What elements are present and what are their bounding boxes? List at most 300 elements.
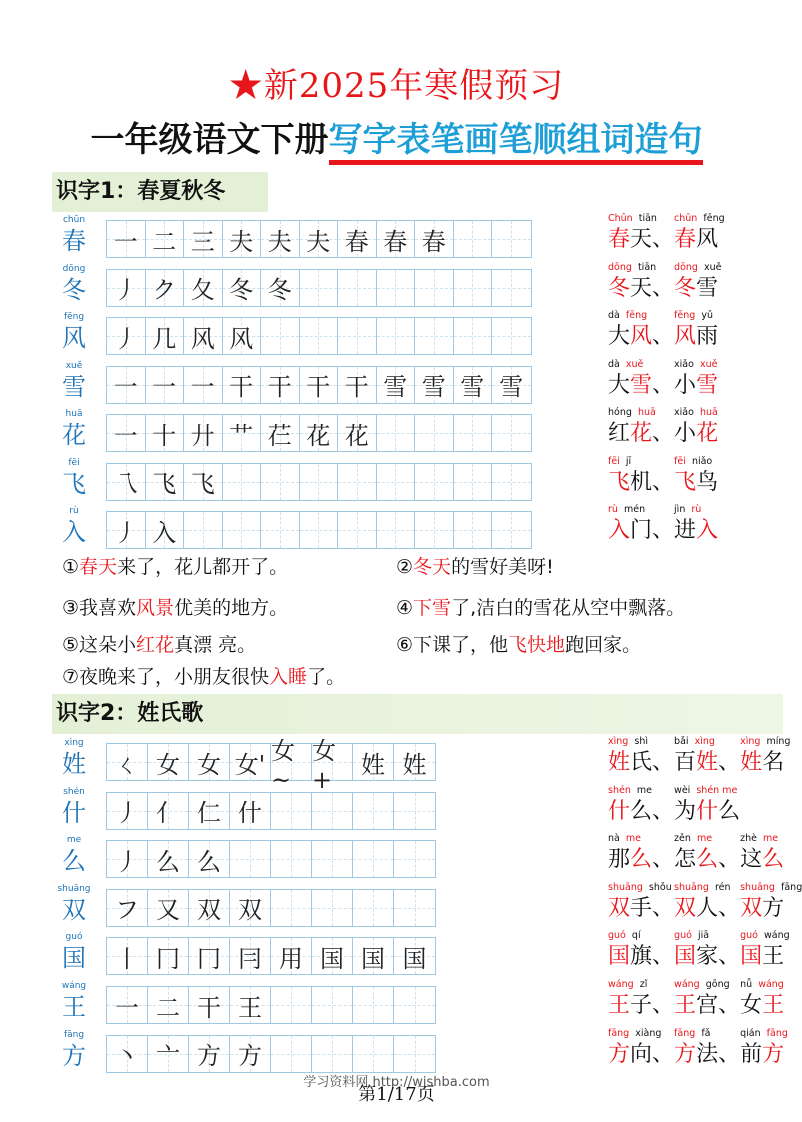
stroke-step: 什 (238, 799, 262, 828)
stroke-step: 亻 (156, 799, 180, 828)
stroke-step: 花 (344, 421, 369, 450)
word-pinyin-1: dōng (674, 261, 698, 273)
word-char-a: 这 (740, 847, 763, 873)
stroke-grid (106, 1035, 436, 1073)
stroke-step: 芢 (267, 421, 292, 450)
word-hanzi (674, 749, 740, 777)
stroke-step: 一 (113, 227, 138, 256)
word-hanzi (608, 943, 674, 971)
word-item (608, 503, 674, 545)
stroke-cell (338, 512, 377, 548)
word-pinyin-2: huā (700, 407, 718, 418)
stroke-cell (146, 270, 185, 306)
stroke-step: 双 (197, 896, 221, 925)
subtitle-part-a: 一年级语文下册 (90, 120, 329, 160)
word-pinyin-1: qián (740, 1027, 761, 1039)
stroke-cell (107, 987, 148, 1023)
word-pinyin-1: shuāng (740, 881, 775, 893)
stroke-cell (184, 464, 223, 500)
word-pinyin-2: fāng (781, 881, 802, 893)
word-pinyin-2: wáng (758, 979, 784, 990)
char-head (56, 1029, 92, 1071)
word-char-b: 风 (696, 227, 719, 252)
stroke-cell (300, 221, 339, 257)
word-pinyin-2: shǒu (648, 881, 672, 893)
word-char-b: 子 (630, 993, 653, 1018)
word-hanzi (608, 846, 674, 874)
word-separator: 、 (718, 944, 741, 970)
stroke-cell (415, 318, 454, 354)
stroke-cell (338, 367, 377, 403)
char-pinyin: shén (63, 786, 85, 797)
word-item (740, 978, 784, 1020)
word-item (674, 261, 721, 303)
word-pinyin (674, 309, 718, 323)
stroke-cell (148, 890, 189, 926)
stroke-cell (394, 890, 435, 926)
char-head (56, 737, 92, 779)
stroke-cell (492, 318, 531, 354)
char-hanzi: 国 (62, 944, 86, 973)
stroke-step: 夫 (229, 227, 254, 256)
word-char-b: 向 (630, 1041, 653, 1067)
word-pinyin-2: jī (625, 455, 632, 467)
stroke-step: 女+ (312, 736, 336, 794)
word-pinyin-2: jiā (697, 930, 710, 942)
stroke-step: 一 (190, 373, 215, 401)
char-pinyin: chūn (62, 215, 86, 225)
word-hanzi (674, 943, 740, 971)
word-item (674, 881, 740, 923)
stroke-step: 雪 (421, 373, 446, 401)
stroke-step: 干 (229, 373, 254, 401)
char-head (56, 980, 92, 1022)
word-separator: 、 (652, 421, 675, 446)
stroke-step: 姓 (361, 750, 385, 779)
word-pinyin-2: niǎo (691, 455, 713, 467)
word-item (674, 1027, 740, 1069)
stroke-step: 干 (306, 373, 331, 401)
word-char-a: 双 (608, 895, 631, 921)
stroke-step: 风 (229, 324, 254, 353)
word-item (674, 784, 740, 826)
stroke-grid (106, 414, 532, 452)
word-char-b: 天 (630, 227, 653, 252)
word-item (674, 212, 725, 254)
word-group (608, 309, 718, 351)
char-pinyin: rù (69, 506, 79, 516)
word-pinyin-2: fǎ (701, 1027, 711, 1039)
char-hanzi: 冬 (62, 275, 86, 304)
stroke-step: 国 (320, 944, 344, 973)
stroke-cell (415, 367, 454, 403)
stroke-cell (223, 415, 262, 451)
char-hanzi: 花 (62, 421, 86, 449)
char-pinyin: wáng (61, 981, 87, 991)
word-pinyin-2: shén me (696, 784, 738, 796)
word-item (674, 503, 718, 545)
char-pinyin: fāng (63, 1029, 85, 1040)
word-pinyin-1: shuāng (674, 881, 709, 893)
stroke-step: 王 (238, 993, 262, 1022)
stroke-cell (394, 744, 435, 780)
word-pinyin-2: rén (714, 881, 731, 893)
char-pinyin: xuě (65, 360, 83, 371)
stroke-grid (106, 511, 532, 549)
stroke-cell (394, 987, 435, 1023)
stroke-cell (184, 367, 223, 403)
stroke-cell (184, 512, 223, 548)
word-char-a: 为 (674, 798, 697, 824)
stroke-cell (146, 367, 185, 403)
word-pinyin (674, 1027, 740, 1041)
stroke-step: 二 (152, 227, 177, 256)
stroke-cell (189, 793, 230, 829)
stroke-cell (189, 938, 230, 974)
stroke-grid (106, 269, 532, 307)
stroke-step: 飞 (190, 470, 215, 498)
stroke-cell (377, 367, 416, 403)
word-char-b: 名 (762, 750, 785, 775)
sentence-pre: ① (62, 556, 80, 578)
word-pinyin (674, 735, 740, 749)
sentence-pre: ⑦夜晚来了，小朋友很快 (62, 666, 270, 688)
subtitle-part-b: 写字表笔画笔顺组词造句 (329, 120, 703, 165)
stroke-step: 一 (115, 993, 139, 1022)
word-pinyin-1: wèi (674, 784, 691, 796)
word-pinyin-2: tiān (638, 213, 657, 224)
stroke-cell (261, 464, 300, 500)
stroke-cell (492, 367, 531, 403)
stroke-cell (492, 270, 531, 306)
word-separator: 、 (718, 993, 741, 1018)
word-pinyin-1: xiǎo (674, 358, 694, 370)
word-hanzi (740, 749, 790, 777)
stroke-cell (492, 512, 531, 548)
word-item (608, 261, 674, 303)
stroke-grid (106, 736, 436, 794)
word-char-b: 雪 (630, 372, 653, 398)
stroke-cell (146, 512, 185, 548)
word-pinyin (674, 929, 740, 943)
sentence-post: 跑回家。 (565, 634, 642, 656)
word-pinyin-1: dà (608, 358, 620, 370)
word-item (608, 832, 674, 874)
stroke-step: 花 (306, 421, 331, 450)
char-head (56, 505, 92, 547)
word-pinyin (674, 261, 721, 275)
stroke-cell (189, 890, 230, 926)
stroke-step: 冂 (197, 944, 221, 973)
sentence-pre: ⑥下课了，他 (396, 634, 509, 656)
word-hanzi (740, 1041, 788, 1069)
stroke-cell (189, 1036, 230, 1072)
word-pinyin (608, 881, 674, 895)
word-pinyin-1: nǚ (740, 979, 753, 990)
stroke-cell (353, 890, 394, 926)
word-char-a: 大 (608, 372, 631, 398)
stroke-cell (415, 512, 454, 548)
stroke-cell (377, 318, 416, 354)
stroke-cell (377, 221, 416, 257)
stroke-step: 夫 (306, 227, 331, 256)
word-pinyin-1: zěn (674, 833, 691, 845)
word-separator: 、 (652, 847, 675, 873)
word-pinyin (608, 832, 674, 846)
word-item (608, 212, 674, 254)
word-char-a: 姓 (608, 750, 631, 775)
word-pinyin (608, 784, 674, 798)
stroke-cell (107, 464, 146, 500)
stroke-cell (300, 464, 339, 500)
word-hanzi (740, 846, 784, 874)
stroke-step: 春 (383, 227, 408, 256)
word-char-b: 鸟 (696, 469, 719, 495)
stroke-grid (106, 317, 532, 355)
stroke-step: 用 (279, 944, 303, 973)
char-head (56, 883, 92, 925)
stroke-cell (261, 221, 300, 257)
word-hanzi (608, 1041, 674, 1069)
stroke-cell (148, 744, 189, 780)
word-pinyin-2: shì (634, 736, 648, 747)
word-pinyin-1: xìng (740, 736, 761, 747)
stroke-cell (300, 415, 339, 451)
word-char-a: 王 (674, 993, 697, 1018)
word-pinyin-2: yǔ (701, 310, 713, 321)
word-pinyin-1: shén (608, 784, 631, 796)
word-pinyin (608, 406, 674, 420)
word-hanzi (608, 226, 674, 254)
char-hanzi: 么 (62, 847, 86, 876)
stroke-step: 丨 (115, 944, 139, 973)
stroke-step: 风 (190, 324, 215, 353)
stroke-step: ク (152, 276, 177, 304)
char-head (56, 311, 92, 353)
word-separator: 、 (652, 275, 675, 301)
char-hanzi: 雪 (62, 372, 86, 401)
stroke-cell (353, 744, 394, 780)
stroke-cell (184, 270, 223, 306)
word-group (608, 212, 725, 254)
stroke-cell (377, 464, 416, 500)
stroke-cell (107, 270, 146, 306)
stroke-cell (148, 938, 189, 974)
stroke-cell (353, 987, 394, 1023)
stroke-step: 丶 (115, 1042, 139, 1071)
word-separator: 、 (652, 750, 675, 775)
word-char-b: 家 (696, 944, 719, 970)
stroke-cell (230, 938, 271, 974)
stroke-cell (189, 987, 230, 1023)
sentence-highlight: 入睡 (269, 666, 308, 688)
stroke-grid (106, 792, 436, 830)
word-item (608, 309, 674, 351)
word-item (674, 832, 740, 874)
word-char-b: 么 (630, 847, 653, 873)
section-1-heading: 识字1：春夏秋冬 (52, 172, 268, 212)
word-item (674, 929, 740, 971)
sentence-highlight: 春天 (79, 556, 118, 578)
stroke-step: 二 (156, 993, 180, 1022)
stroke-cell (271, 736, 312, 794)
char-pinyin: guó (65, 932, 83, 943)
word-char-b: 么 (696, 847, 719, 873)
word-char-b: 机 (630, 469, 653, 495)
word-pinyin-2: tiān (637, 261, 657, 273)
stroke-step: 双 (238, 896, 262, 925)
sentence-highlight: 飞快地 (508, 634, 566, 656)
word-hanzi (608, 798, 674, 826)
word-char-a: 国 (740, 944, 763, 970)
stroke-step: 春 (344, 227, 369, 256)
word-pinyin-1: fēi (608, 455, 620, 467)
stroke-step: 干 (267, 373, 292, 401)
char-head (56, 408, 92, 450)
stroke-cell (223, 464, 262, 500)
word-group (608, 358, 718, 400)
word-separator: 、 (718, 1041, 741, 1067)
word-pinyin-1: fāng (674, 1027, 696, 1039)
word-pinyin-1: rù (608, 504, 618, 515)
word-separator: 、 (652, 518, 675, 543)
stroke-step: 姓 (402, 750, 427, 779)
word-item (608, 1027, 674, 1069)
word-pinyin (740, 832, 784, 846)
word-hanzi (674, 1041, 740, 1069)
word-pinyin (740, 735, 790, 749)
word-pinyin (608, 929, 674, 943)
sentence-highlight: 冬天 (413, 556, 452, 578)
word-separator: 、 (652, 227, 675, 252)
word-item (608, 406, 674, 448)
word-hanzi (674, 323, 718, 351)
stroke-grid (106, 220, 532, 258)
word-item (740, 832, 784, 874)
word-char-a: 国 (608, 944, 631, 970)
word-char-a: 小 (674, 372, 697, 398)
stroke-cell (148, 793, 189, 829)
word-char-b: 花 (696, 421, 719, 446)
stroke-cell (492, 415, 531, 451)
word-pinyin-2: fēng (625, 310, 648, 321)
stroke-cell (223, 512, 262, 548)
stroke-cell (454, 221, 493, 257)
stroke-step: 么 (156, 847, 180, 876)
stroke-cell (394, 841, 435, 877)
word-item (740, 1027, 788, 1069)
word-hanzi (740, 895, 802, 923)
word-hanzi (674, 469, 718, 497)
stroke-cell (312, 987, 353, 1023)
example-sentence (396, 630, 641, 657)
word-char-b: 法 (696, 1041, 719, 1067)
stroke-cell (107, 841, 148, 877)
stroke-cell (261, 415, 300, 451)
char-hanzi: 入 (62, 518, 86, 546)
char-pinyin: me (66, 835, 82, 846)
stroke-cell (394, 793, 435, 829)
stroke-cell (230, 1036, 271, 1072)
stroke-cell (271, 1036, 312, 1072)
stroke-cell (107, 221, 146, 257)
stroke-step: 女 (197, 750, 221, 779)
stroke-cell (353, 841, 394, 877)
word-pinyin-2: wáng (764, 930, 790, 942)
word-pinyin (674, 212, 725, 226)
word-char-b: 雨 (696, 324, 719, 349)
word-pinyin-2: xuě (625, 358, 644, 370)
word-char-a: 小 (674, 421, 697, 446)
word-hanzi (674, 226, 725, 254)
word-hanzi (608, 992, 674, 1020)
word-char-b: 姓 (696, 750, 719, 775)
word-char-b: 雪 (696, 275, 719, 301)
stroke-cell (338, 464, 377, 500)
stroke-cell (312, 1036, 353, 1072)
word-char-a: 怎 (674, 847, 697, 873)
sentence-post: 优美的地方。 (174, 597, 289, 619)
stroke-step: 方 (197, 1042, 221, 1071)
word-char-a: 前 (740, 1041, 763, 1067)
stroke-cell (271, 987, 312, 1023)
stroke-step: 入 (152, 518, 177, 547)
stroke-cell (189, 744, 230, 780)
stroke-step: 丿 (113, 324, 138, 353)
word-char-b2: 么 (718, 798, 741, 824)
word-pinyin-2: xìng (694, 736, 715, 747)
stroke-cell (230, 793, 271, 829)
word-pinyin-1: chūn (674, 213, 698, 224)
word-pinyin (740, 929, 790, 943)
word-item (740, 929, 790, 971)
stroke-step: 十 (152, 421, 177, 450)
stroke-cell (312, 890, 353, 926)
word-group (608, 1027, 788, 1069)
char-hanzi: 风 (62, 324, 86, 352)
word-char-b: 入 (696, 518, 719, 543)
stroke-cell (338, 318, 377, 354)
word-separator: 、 (718, 750, 741, 775)
stroke-cell (312, 793, 353, 829)
stroke-step: 女' (234, 750, 266, 779)
stroke-cell (223, 270, 262, 306)
word-separator: 、 (652, 895, 675, 921)
example-sentence (62, 552, 288, 579)
word-group (608, 832, 784, 874)
stroke-grid (106, 986, 436, 1024)
word-pinyin (674, 358, 718, 372)
stroke-cell (300, 512, 339, 548)
stroke-cell (454, 512, 493, 548)
word-group (608, 929, 790, 971)
stroke-step: 夂 (190, 276, 215, 304)
stroke-cell (353, 793, 394, 829)
word-hanzi (608, 749, 674, 777)
stroke-step: ㄑ (115, 750, 139, 779)
stroke-cell (148, 987, 189, 1023)
word-item (674, 309, 718, 351)
stroke-step: 么 (197, 847, 221, 876)
stroke-cell (146, 318, 185, 354)
char-hanzi: 姓 (62, 750, 86, 778)
word-char-b: 雪 (696, 372, 719, 398)
stroke-cell (230, 841, 271, 877)
sentence-post: 的雪好美呀! (451, 556, 554, 578)
stroke-cell (338, 415, 377, 451)
word-pinyin (740, 1027, 788, 1041)
sentence-highlight: 风景 (136, 597, 175, 619)
